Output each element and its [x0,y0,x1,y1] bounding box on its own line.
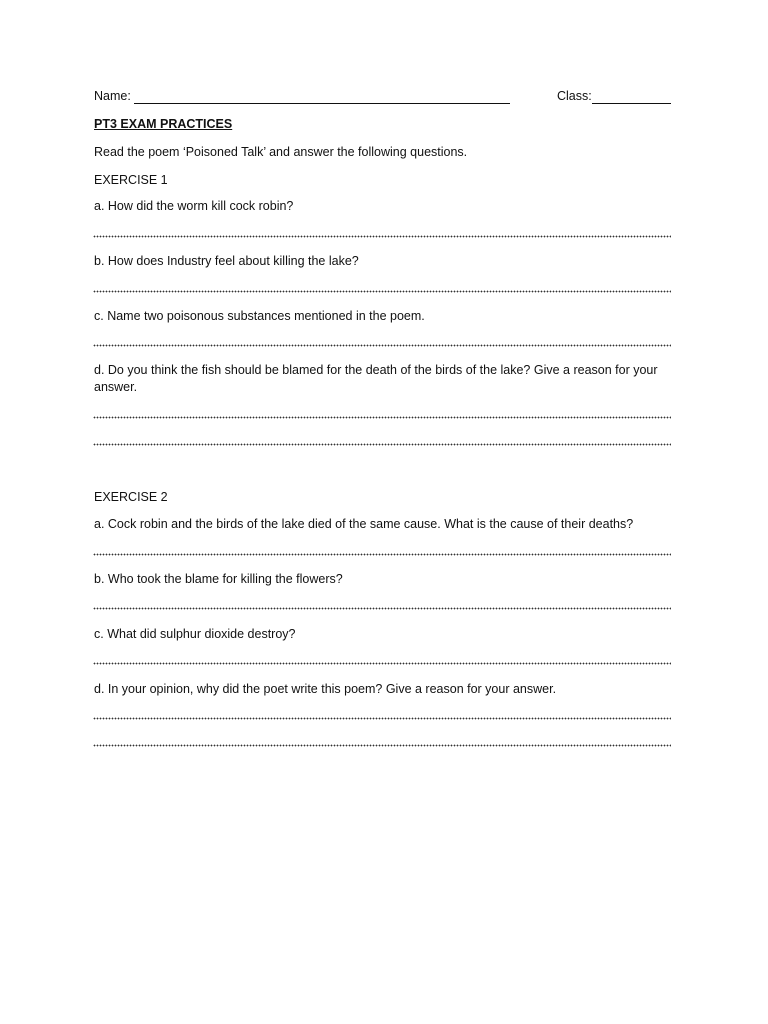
exercise-1-question-a: a. How did the worm kill cock robin? [94,199,294,213]
page-title: PT3 EXAM PRACTICES [94,117,233,131]
exercise-1-question-d: d. Do you think the fish should be blamed for the death of the birds of the lake? Give a reason for your answer. [94,363,658,394]
exercise-2-answer-line-c[interactable] [93,662,671,665]
exercise-2-question-d: d. In your opinion, why did the poet write this poem? Give a reason for your answer. [94,682,557,696]
exercise-1-question-b: b. How does Industry feel about killing the lake? [94,254,359,268]
name-blank-line[interactable] [134,103,510,104]
exercise-1-answer-line-d2[interactable] [93,443,671,446]
exercise-2-answer-line-d1[interactable] [93,717,671,720]
exercise-1-answer-line-b[interactable] [93,290,671,293]
exercise-1-answer-line-a[interactable] [93,235,671,238]
exercise-1-heading: EXERCISE 1 [94,173,168,187]
class-label: Class: [557,89,592,103]
exercise-1-question-c: c. Name two poisonous substances mentioned in the poem. [94,309,425,323]
exercise-2-question-b: b. Who took the blame for killing the flowers? [94,572,343,586]
exercise-2-answer-line-b[interactable] [93,607,671,610]
exercise-1-answer-line-d1[interactable] [93,416,671,419]
exercise-2-question-c: c. What did sulphur dioxide destroy? [94,627,296,641]
exercise-1-answer-line-c[interactable] [93,344,671,347]
exercise-2-heading: EXERCISE 2 [94,490,168,504]
name-label: Name: [94,89,131,103]
exercise-2-question-a: a. Cock robin and the birds of the lake died of the same cause. What is the cause of their deaths? [94,517,634,531]
exercise-2-answer-line-a[interactable] [93,553,671,556]
instruction-text: Read the poem ‘Poisoned Talk’ and answer the following questions. [94,145,468,159]
class-blank-line[interactable] [592,103,671,104]
exercise-2-answer-line-d2[interactable] [93,744,671,747]
